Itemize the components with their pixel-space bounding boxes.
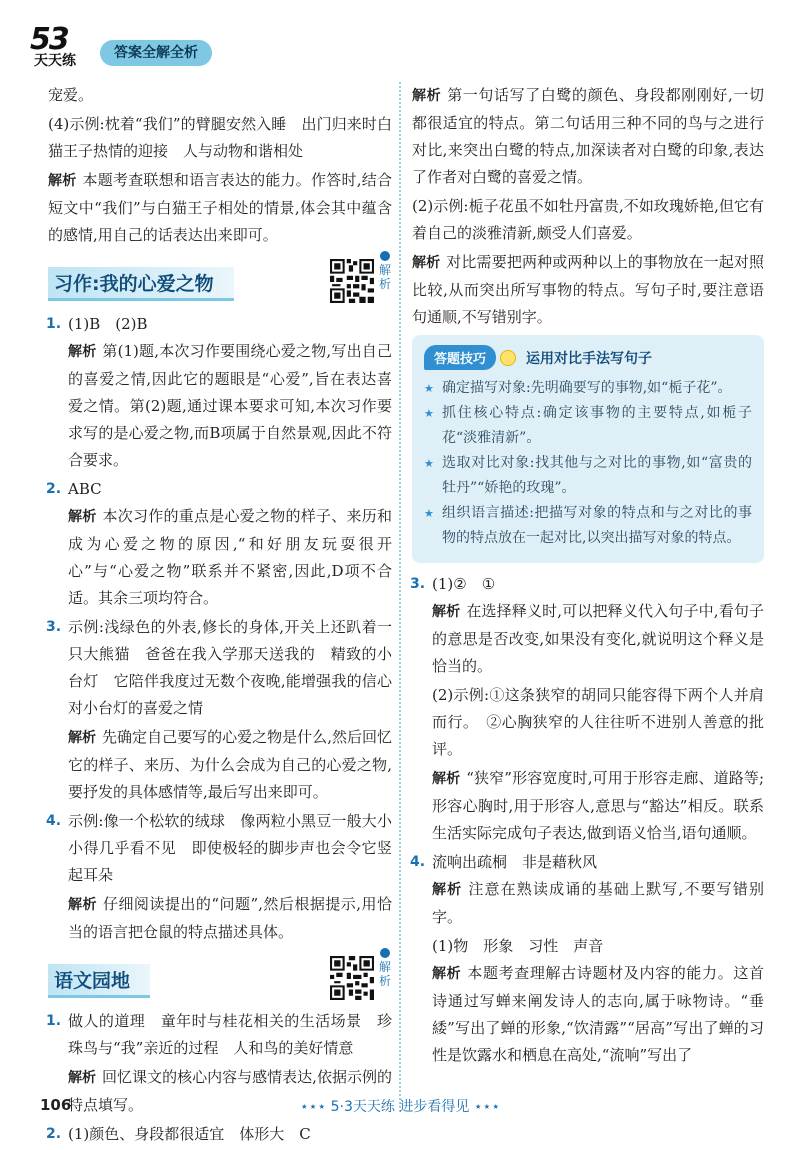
play-icon bbox=[380, 251, 390, 261]
analysis-text: 第(1)题,本次习作要围绕心爱之物,写出自己的喜爱之情,因此它的题眼是“心爱”,旨在表达喜爱之情。第(2)题,通过课本要求可知,本次习作要求写的是心爱之物,而B项属于自然景观,因此不符合要求。 bbox=[68, 342, 392, 469]
analysis-tag: 解析 bbox=[412, 255, 441, 271]
question-number: 4. bbox=[46, 813, 62, 829]
tips-box-header bbox=[424, 345, 752, 370]
analysis-text: 本题考查理解古诗题材及内容的能力。这首诗通过写蝉来阐发诗人的志向,属于咏物诗。“垂緌”写出了蝉的形象,“饮清露”“居高”写出了蝉的习性是饮露水和栖息在高处,“流响”写出了 bbox=[432, 964, 765, 1064]
analysis-tag: 解析 bbox=[432, 771, 461, 787]
tips-title: 运用对比手法写句子 bbox=[526, 350, 653, 367]
logo-number: 53 bbox=[30, 22, 68, 57]
analysis-para bbox=[432, 960, 764, 1069]
question-item bbox=[48, 476, 392, 612]
analysis-tag: 解析 bbox=[68, 344, 97, 360]
tip-item: ★ 组织语言描述:把描写对象的特点和与之对比的事物的特点放在一起对比,以突出描写对象的特点。 bbox=[424, 501, 752, 551]
question-item bbox=[46, 808, 408, 946]
analysis-text: 本次习作的重点是心爱之物的样子、来历和成为心爱之物的原因,“和好朋友玩耍很开心”与“心爱之物”联系并不紧密,因此,D项不合适。其余三项均符合。 bbox=[68, 507, 392, 607]
analysis-tag: 解析 bbox=[432, 882, 463, 898]
analysis-text: 第一句话写了白鹭的颜色、身段都刚刚好,一切都很适宜的特点。第二句话用三种不同的鸟与之进行对比,来突出白鹭的特点,加深读者对白鹭的印象,表达了作者对白鹭的喜爱之情。 bbox=[412, 86, 764, 186]
answer-text: (1)物 形象 习性 声音 bbox=[432, 937, 604, 955]
answer-text: 做人的道理 童年时与桂花相关的生活场景 珍珠鸟与“我”亲近的过程 人和鸟的美好情意 bbox=[68, 1012, 392, 1057]
analysis-para bbox=[48, 167, 392, 249]
analysis-text: 对比需要把两种或两种以上的事物放在一起对照比较,从而突出所写事物的特点。写句子时,要注意语句通顺,不写错别字。 bbox=[412, 253, 764, 326]
analysis-para bbox=[432, 765, 764, 847]
analysis-text: “狭窄”形容宽度时,可用于形容走廊、道路等;形容心胸时,用于形容人,意思与“豁达”相反。联系生活实际完成句子表达,做到语义恰当,语句通顺。 bbox=[432, 769, 764, 842]
answer-text: (1)② ① bbox=[432, 575, 496, 593]
question-item bbox=[48, 311, 392, 474]
analysis-text: 本题考查联想和语言表达的能力。作答时,结合短文中“我们”与白猫王子相处的情景,体会其中蕴含的感情,用自己的话表达出来即可。 bbox=[48, 171, 392, 244]
analysis-tag: 解析 bbox=[68, 730, 97, 746]
analysis-para bbox=[68, 503, 392, 612]
analysis-tag: 解析 bbox=[68, 509, 97, 525]
section-header bbox=[48, 956, 392, 1000]
qr-label: 解析 bbox=[378, 960, 391, 988]
question-item bbox=[412, 571, 764, 847]
brand-logo bbox=[28, 22, 90, 72]
analysis-text: 仔细阅读提出的“问题”,然后根据提示,用恰当的语言把仓鼠的特点描述具体。 bbox=[68, 895, 393, 941]
play-icon bbox=[380, 948, 390, 958]
page-number: 106 bbox=[40, 1096, 72, 1114]
right-column bbox=[412, 82, 764, 1071]
analysis-para bbox=[412, 82, 764, 191]
tip-item: ★ 抓住核心特点:确定该事物的主要特点,如栀子花“淡雅清新”。 bbox=[424, 401, 752, 451]
analysis-para bbox=[68, 891, 392, 946]
text-para: (4)示例:枕着“我们”的臂腿安然入睡 出门归来时白猫王子热情的迎接 人与动物和谐相处 bbox=[48, 115, 392, 160]
question-item bbox=[46, 614, 408, 806]
section-title: 习作:我的心爱之物 bbox=[48, 267, 234, 301]
section-title: 语文园地 bbox=[48, 964, 150, 998]
answer-text: (2)示例:①这条狭窄的胡同只能容得下两个人并肩而行。 ②心胸狭窄的人往往听不进别人善意的批评。 bbox=[432, 686, 764, 758]
analysis-tag: 解析 bbox=[432, 604, 461, 620]
analysis-tag: 解析 bbox=[68, 897, 97, 913]
tips-badge: 答题技巧 bbox=[424, 345, 496, 370]
text-para: 宠爱。 bbox=[48, 86, 94, 104]
analysis-text: 注意在熟读成诵的基础上默写,不要写错别字。 bbox=[432, 880, 764, 926]
analysis-para bbox=[432, 876, 764, 931]
answer-text: (2)示例:栀子花虽不如牡丹富贵,不如玫瑰娇艳,但它有着自己的淡雅清新,颇受人们喜爱。 bbox=[412, 197, 764, 242]
analysis-tag: 解析 bbox=[432, 966, 462, 982]
tips-box bbox=[412, 335, 764, 563]
header-pill: 答案全解全析 bbox=[100, 40, 212, 66]
question-item bbox=[412, 849, 764, 1069]
section-header bbox=[48, 259, 392, 303]
tip-item: ★ 确定描写对象:先明确要写的事物,如“栀子花”。 bbox=[424, 376, 752, 401]
question-number: 4. bbox=[410, 854, 426, 870]
answer-text: (1)颜色、身段都很适宜 体形大 C bbox=[68, 1125, 311, 1143]
answer-text: 示例:像一个松软的绒球 像两粒小黑豆一般大小 小得几乎看不见 即使极轻的脚步声也会令它竖起耳朵 bbox=[68, 812, 408, 884]
analysis-para bbox=[412, 249, 764, 331]
analysis-tag: 解析 bbox=[48, 173, 77, 189]
tip-item: ★ 选取对比对象:找其他与之对比的事物,如“富贵的牡丹”“娇艳的玫瑰”。 bbox=[424, 451, 752, 501]
question-number: 2. bbox=[46, 481, 62, 497]
qr-label: 解析 bbox=[378, 263, 391, 291]
analysis-text: 在选择释义时,可以把释义代入句子中,看句子的意思是否改变,如果没有变化,就说明这个释义是恰当的。 bbox=[432, 602, 765, 675]
analysis-tag: 解析 bbox=[412, 88, 442, 104]
page-footer bbox=[0, 1094, 800, 1118]
question-number: 1. bbox=[46, 1013, 62, 1029]
analysis-text: 回忆课文的核心内容与感情表达,依据示例的特点填写。 bbox=[68, 1068, 392, 1114]
page-header bbox=[28, 20, 288, 76]
question-number: 2. bbox=[46, 1126, 62, 1142]
qr-code-icon[interactable] bbox=[330, 259, 374, 303]
answer-text: (1)B (2)B bbox=[68, 315, 148, 333]
question-number: 3. bbox=[46, 619, 62, 635]
analysis-para bbox=[68, 724, 392, 806]
lightbulb-icon bbox=[500, 350, 516, 366]
answer-text: 示例:浅绿色的外表,修长的身体,开关上还趴着一只大熊猫 爸爸在我入学那天送我的 精致的小台灯 它陪伴我度过无数个夜晚,能增强我的信心 对小台灯的喜爱之情 bbox=[68, 618, 408, 717]
analysis-text: 先确定自己要写的心爱之物是什么,然后回忆它的样子、来历、为什么会成为自己的心爱之物,要抒发的具体感情等,最后写出来即可。 bbox=[68, 728, 392, 801]
question-item bbox=[48, 1121, 392, 1148]
analysis-tag: 解析 bbox=[68, 1070, 97, 1086]
question-number: 3. bbox=[410, 576, 426, 592]
column-divider bbox=[399, 82, 401, 1112]
logo-subtitle: 天天练 bbox=[34, 53, 76, 69]
footer-slogan: ⋆⋆⋆ 5·3天天练 进步看得见 ⋆⋆⋆ bbox=[299, 1099, 501, 1115]
answer-text: ABC bbox=[68, 480, 102, 498]
analysis-para bbox=[68, 338, 392, 474]
question-number: 1. bbox=[46, 316, 62, 332]
qr-code-icon[interactable] bbox=[330, 956, 374, 1000]
answer-text: 流响出疏桐 非是藉秋风 bbox=[432, 853, 598, 871]
analysis-para bbox=[432, 598, 764, 680]
